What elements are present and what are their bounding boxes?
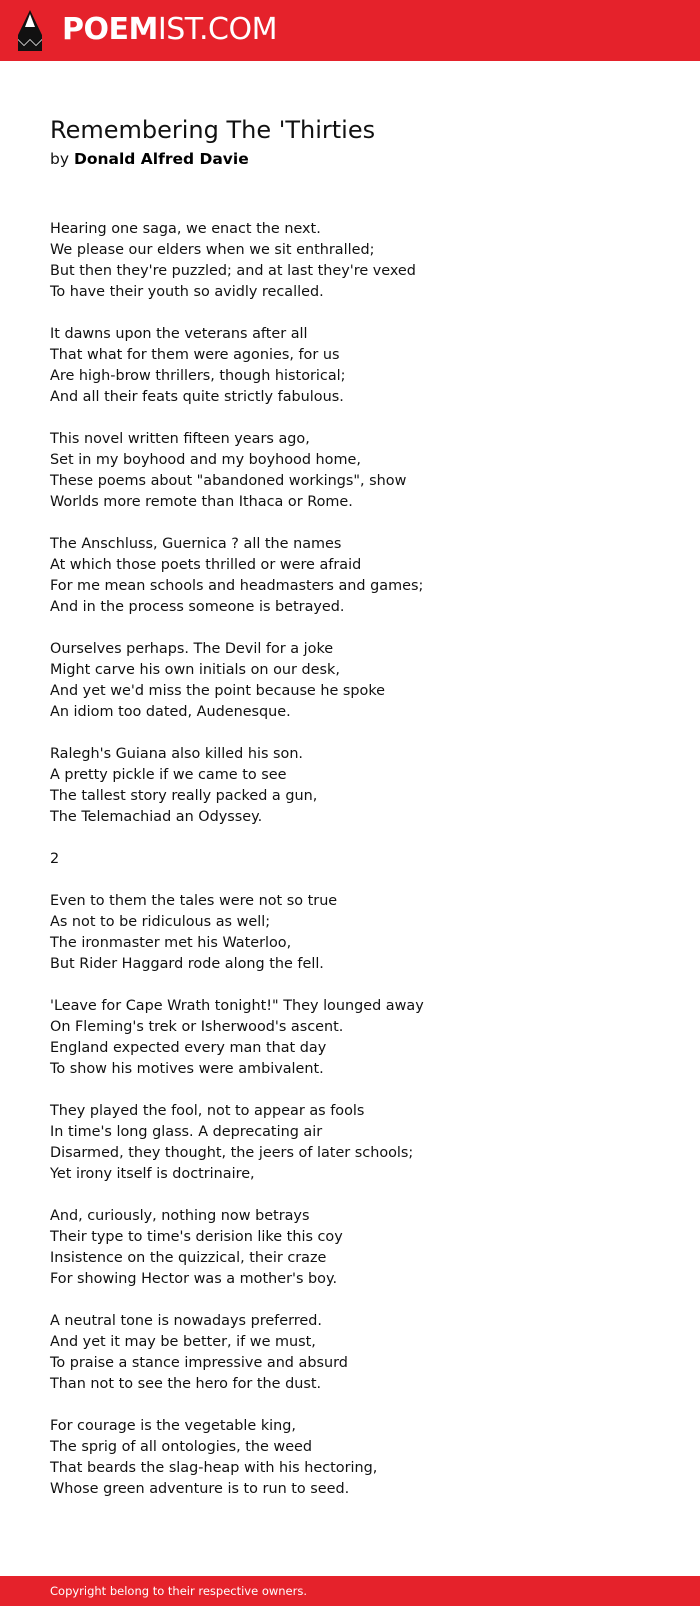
poem-line: The Telemachiad an Odyssey. bbox=[50, 809, 263, 825]
byline bbox=[50, 148, 249, 170]
poem-line: Hearing one saga, we enact the next. bbox=[50, 221, 321, 237]
poem-line: But Rider Haggard rode along the fell. bbox=[50, 956, 324, 972]
by-label: by bbox=[50, 150, 70, 168]
author-link[interactable]: Donald Alfred Davie bbox=[73, 150, 249, 168]
poem-line: Insistence on the quizzical, their craze bbox=[50, 1250, 327, 1266]
poem-line: The Anschluss, Guernica ? all the names bbox=[50, 536, 342, 552]
poem-line: That what for them were agonies, for us bbox=[50, 347, 340, 363]
poem-line: Even to them the tales were not so true bbox=[50, 893, 338, 909]
poem-line: As not to be ridiculous as well; bbox=[50, 914, 271, 930]
poem-line: The ironmaster met his Waterloo, bbox=[50, 935, 292, 951]
site-logo-text bbox=[62, 13, 277, 47]
poem-stanza bbox=[50, 1101, 650, 1185]
poem-stanza bbox=[50, 1416, 650, 1500]
poem-line: And, curiously, nothing now betrays bbox=[50, 1208, 310, 1224]
poem-line: It dawns upon the veterans after all bbox=[50, 326, 308, 342]
poem-line: We please our elders when we sit enthralled; bbox=[50, 242, 375, 258]
copyright-text: Copyright belong to their respective owners. bbox=[50, 1584, 308, 1598]
poem-line: Yet irony itself is doctrinaire, bbox=[50, 1166, 255, 1182]
poem-line: An idiom too dated, Audenesque. bbox=[50, 704, 291, 720]
poem-line: Ourselves perhaps. The Devil for a joke bbox=[50, 641, 334, 657]
poem-line: Their type to time's derision like this coy bbox=[50, 1229, 343, 1245]
poem-title: Remembering The 'Thirties bbox=[50, 116, 376, 144]
poem-line: And in the process someone is betrayed. bbox=[50, 599, 345, 615]
poem-line: For courage is the vegetable king, bbox=[50, 1418, 296, 1434]
poem-line: That beards the slag-heap with his hectoring, bbox=[50, 1460, 378, 1476]
poem-line: And all their feats quite strictly fabulous. bbox=[50, 389, 344, 405]
poem-stanza bbox=[50, 891, 650, 975]
logo-text-bold: POEM bbox=[62, 12, 158, 47]
poem-line: A pretty pickle if we came to see bbox=[50, 767, 287, 783]
poem-line: Set in my boyhood and my boyhood home, bbox=[50, 452, 361, 468]
poem-body bbox=[50, 219, 650, 1521]
poem-line: Whose green adventure is to run to seed. bbox=[50, 1481, 350, 1497]
poem-line: But then they're puzzled; and at last they're vexed bbox=[50, 263, 416, 279]
poem-line: Than not to see the hero for the dust. bbox=[50, 1376, 322, 1392]
poem-line: And yet it may be better, if we must, bbox=[50, 1334, 316, 1350]
poem-line: On Fleming's trek or Isherwood's ascent. bbox=[50, 1019, 344, 1035]
site-footer bbox=[0, 1576, 700, 1606]
poem-line: Are high-brow thrillers, though historical; bbox=[50, 368, 346, 384]
poem-line: The sprig of all ontologies, the weed bbox=[50, 1439, 313, 1455]
poem-line: 'Leave for Cape Wrath tonight!" They lounged away bbox=[50, 998, 424, 1014]
poem-line: This novel written fifteen years ago, bbox=[50, 431, 310, 447]
poem-stanza bbox=[50, 1311, 650, 1395]
poem-stanza bbox=[50, 744, 650, 828]
poem-line: 2 bbox=[50, 851, 60, 867]
poem-line: At which those poets thrilled or were afraid bbox=[50, 557, 362, 573]
poem-line: To have their youth so avidly recalled. bbox=[50, 284, 324, 300]
pen-nib-icon bbox=[17, 9, 43, 53]
poem-line: To show his motives were ambivalent. bbox=[50, 1061, 324, 1077]
logo-text-light: IST.COM bbox=[157, 12, 277, 47]
poem-line: A neutral tone is nowadays preferred. bbox=[50, 1313, 322, 1329]
poem-stanza bbox=[50, 429, 650, 513]
poem-stanza bbox=[50, 639, 650, 723]
poem-stanza bbox=[50, 534, 650, 618]
poem-line: Ralegh's Guiana also killed his son. bbox=[50, 746, 304, 762]
poem-stanza bbox=[50, 219, 650, 303]
poem-line: For me mean schools and headmasters and games; bbox=[50, 578, 424, 594]
poem-stanza bbox=[50, 996, 650, 1080]
poem-line: For showing Hector was a mother's boy. bbox=[50, 1271, 338, 1287]
poem-stanza bbox=[50, 324, 650, 408]
poem-line: To praise a stance impressive and absurd bbox=[50, 1355, 348, 1371]
site-header bbox=[0, 0, 700, 61]
poem-line: They played the fool, not to appear as fools bbox=[50, 1103, 365, 1119]
poem-line: Worlds more remote than Ithaca or Rome. bbox=[50, 494, 353, 510]
poem-line: And yet we'd miss the point because he spoke bbox=[50, 683, 386, 699]
poem-line: The tallest story really packed a gun, bbox=[50, 788, 318, 804]
poem-line: Disarmed, they thought, the jeers of later schools; bbox=[50, 1145, 414, 1161]
poem-line: In time's long glass. A deprecating air bbox=[50, 1124, 323, 1140]
poem-line: These poems about "abandoned workings", show bbox=[50, 473, 407, 489]
poem-line: England expected every man that day bbox=[50, 1040, 327, 1056]
poem-stanza bbox=[50, 849, 650, 870]
poem-stanza bbox=[50, 1206, 650, 1290]
poem-line: Might carve his own initials on our desk, bbox=[50, 662, 340, 678]
